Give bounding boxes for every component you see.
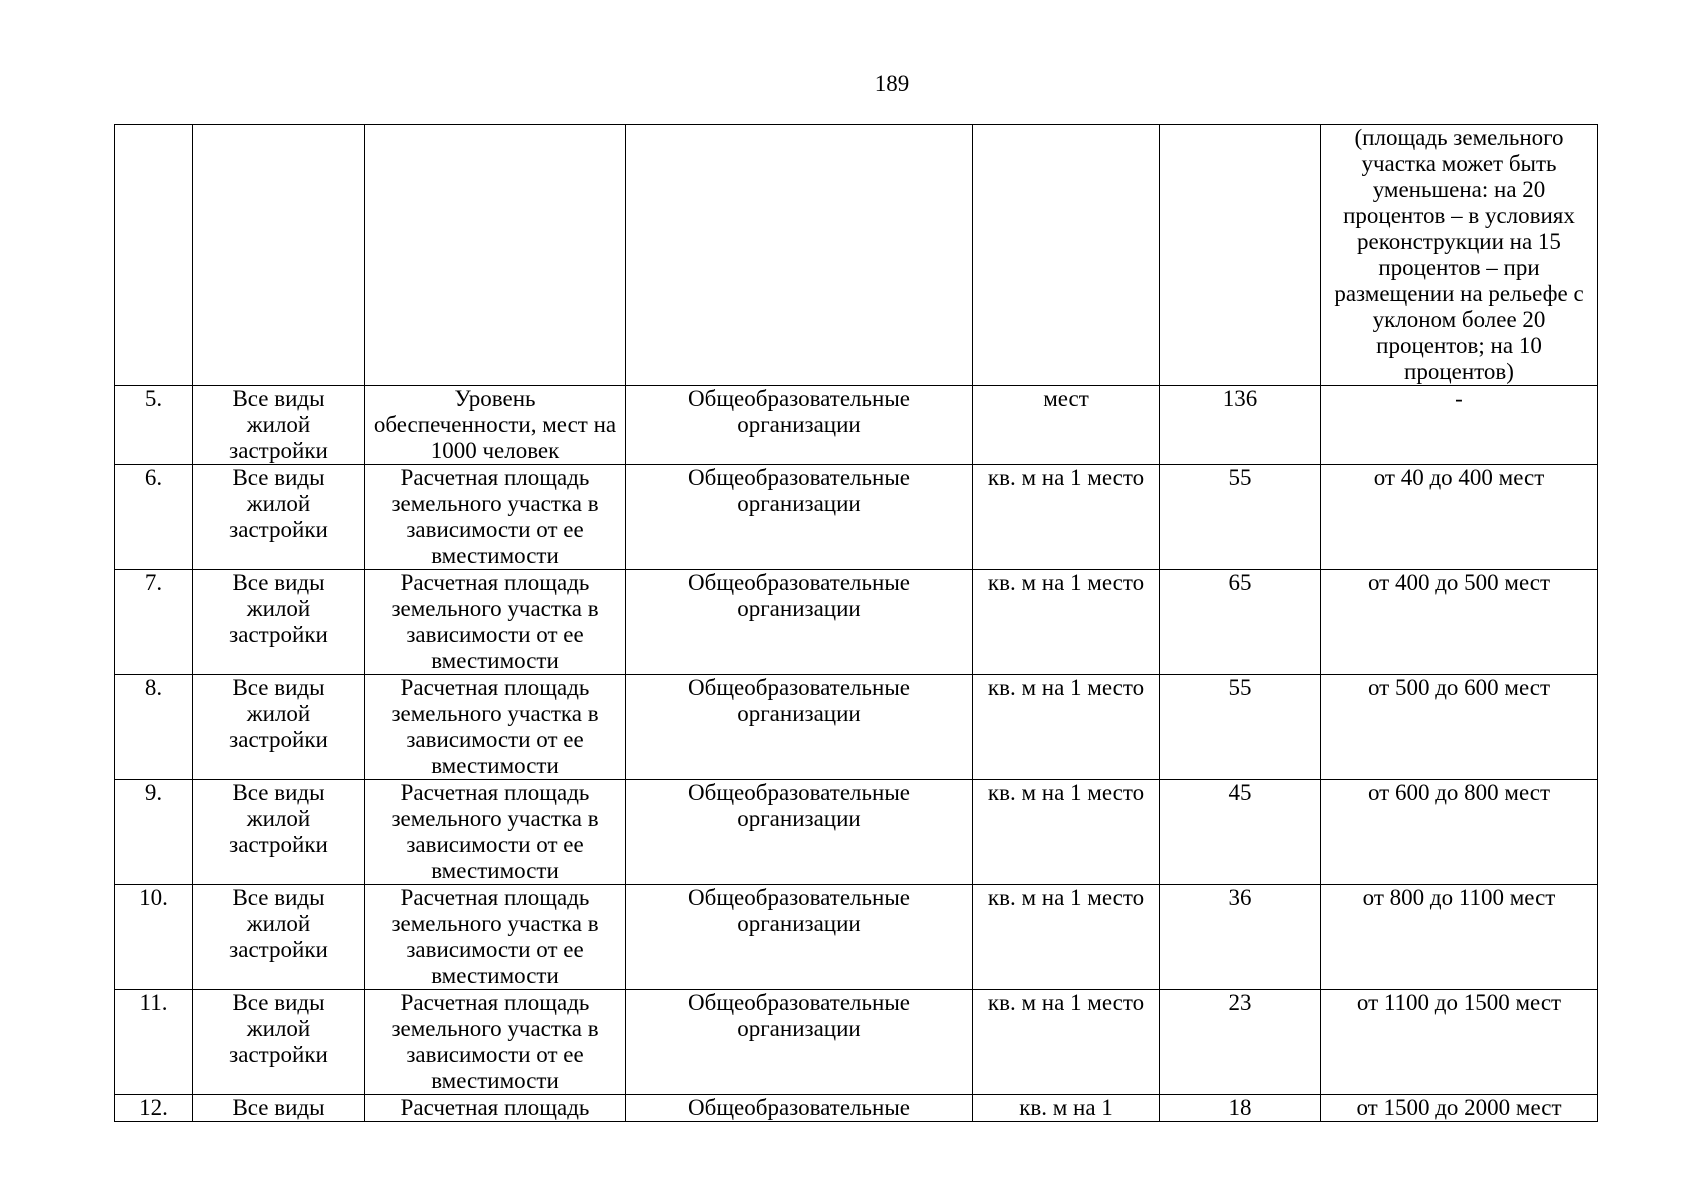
zone-cell: Все виды жилой застройки (193, 675, 365, 780)
unit-cell: кв. м на 1 место (973, 465, 1160, 570)
value-cell: 18 (1160, 1095, 1321, 1122)
indicator-cell: Расчетная площадь земельного участка в зависимости от ее вместимости (365, 990, 626, 1095)
indicator-cell: Расчетная площадь земельного участка в зависимости от ее вместимости (365, 780, 626, 885)
table-row (115, 386, 1598, 465)
table-row (115, 675, 1598, 780)
object-cell: Общеобразовательные организации (626, 885, 973, 990)
unit-cell: кв. м на 1 место (973, 885, 1160, 990)
value-cell: 55 (1160, 675, 1321, 780)
indicator-cell: Расчетная площадь земельного участка в зависимости от ее вместимости (365, 885, 626, 990)
value-cell: 45 (1160, 780, 1321, 885)
note-cell: от 500 до 600 мест (1321, 675, 1598, 780)
row-number: 8. (115, 675, 193, 780)
table-row-continuation (115, 125, 1598, 386)
zone-cell: Все виды жилой застройки (193, 885, 365, 990)
note-cell: от 400 до 500 мест (1321, 570, 1598, 675)
zone-cell: Все виды жилой застройки (193, 386, 365, 465)
row-number: 7. (115, 570, 193, 675)
object-cell: Общеобразовательные организации (626, 386, 973, 465)
table-row (115, 1095, 1598, 1122)
page-number: 189 (874, 71, 910, 96)
zone-cell: Все виды (193, 1095, 365, 1122)
row-number: 6. (115, 465, 193, 570)
table-cell-empty (193, 125, 365, 386)
table-cell-empty (973, 125, 1160, 386)
zone-cell: Все виды жилой застройки (193, 570, 365, 675)
row-number: 9. (115, 780, 193, 885)
value-cell: 36 (1160, 885, 1321, 990)
row-number: 11. (115, 990, 193, 1095)
unit-cell: кв. м на 1 место (973, 675, 1160, 780)
object-cell: Общеобразовательные организации (626, 990, 973, 1095)
unit-cell: кв. м на 1 место (973, 780, 1160, 885)
zone-cell: Все виды жилой застройки (193, 465, 365, 570)
indicator-cell: Уровень обеспеченности, мест на 1000 человек (365, 386, 626, 465)
object-cell: Общеобразовательные организации (626, 780, 973, 885)
object-cell: Общеобразовательные организации (626, 465, 973, 570)
object-cell: Общеобразовательные организации (626, 675, 973, 780)
row-number: 10. (115, 885, 193, 990)
note-cell: от 600 до 800 мест (1321, 780, 1598, 885)
table-row (115, 885, 1598, 990)
indicator-cell: Расчетная площадь земельного участка в зависимости от ее вместимости (365, 675, 626, 780)
zone-cell: Все виды жилой застройки (193, 990, 365, 1095)
table-row (115, 570, 1598, 675)
indicator-cell: Расчетная площадь земельного участка в зависимости от ее вместимости (365, 570, 626, 675)
table-row (115, 465, 1598, 570)
row-number: 12. (115, 1095, 193, 1122)
note-cell: - (1321, 386, 1598, 465)
table-row (115, 780, 1598, 885)
value-cell: 55 (1160, 465, 1321, 570)
table-row (115, 990, 1598, 1095)
norms-table (114, 124, 1598, 1122)
value-cell: 23 (1160, 990, 1321, 1095)
indicator-cell: Расчетная площадь (365, 1095, 626, 1122)
value-cell: 136 (1160, 386, 1321, 465)
unit-cell: кв. м на 1 место (973, 570, 1160, 675)
table-cell-empty (115, 125, 193, 386)
table-cell-empty (365, 125, 626, 386)
note-cell: от 1100 до 1500 мест (1321, 990, 1598, 1095)
zone-cell: Все виды жилой застройки (193, 780, 365, 885)
table-cell-empty (1160, 125, 1321, 386)
note-cell: от 40 до 400 мест (1321, 465, 1598, 570)
unit-cell: мест (973, 386, 1160, 465)
note-cell: от 1500 до 2000 мест (1321, 1095, 1598, 1122)
object-cell: Общеобразовательные организации (626, 570, 973, 675)
unit-cell: кв. м на 1 место (973, 990, 1160, 1095)
object-cell: Общеобразовательные (626, 1095, 973, 1122)
unit-cell: кв. м на 1 (973, 1095, 1160, 1122)
row-number: 5. (115, 386, 193, 465)
indicator-cell: Расчетная площадь земельного участка в зависимости от ее вместимости (365, 465, 626, 570)
note-cell: от 800 до 1100 мест (1321, 885, 1598, 990)
value-cell: 65 (1160, 570, 1321, 675)
table-cell-empty (626, 125, 973, 386)
continuation-note: (площадь земельного участка может быть уменьшена: на 20 процентов – в условиях реконструкции на 15 процентов – при размещении на рельефе с уклоном более 20 процентов; на 10 процентов) (1321, 125, 1598, 386)
